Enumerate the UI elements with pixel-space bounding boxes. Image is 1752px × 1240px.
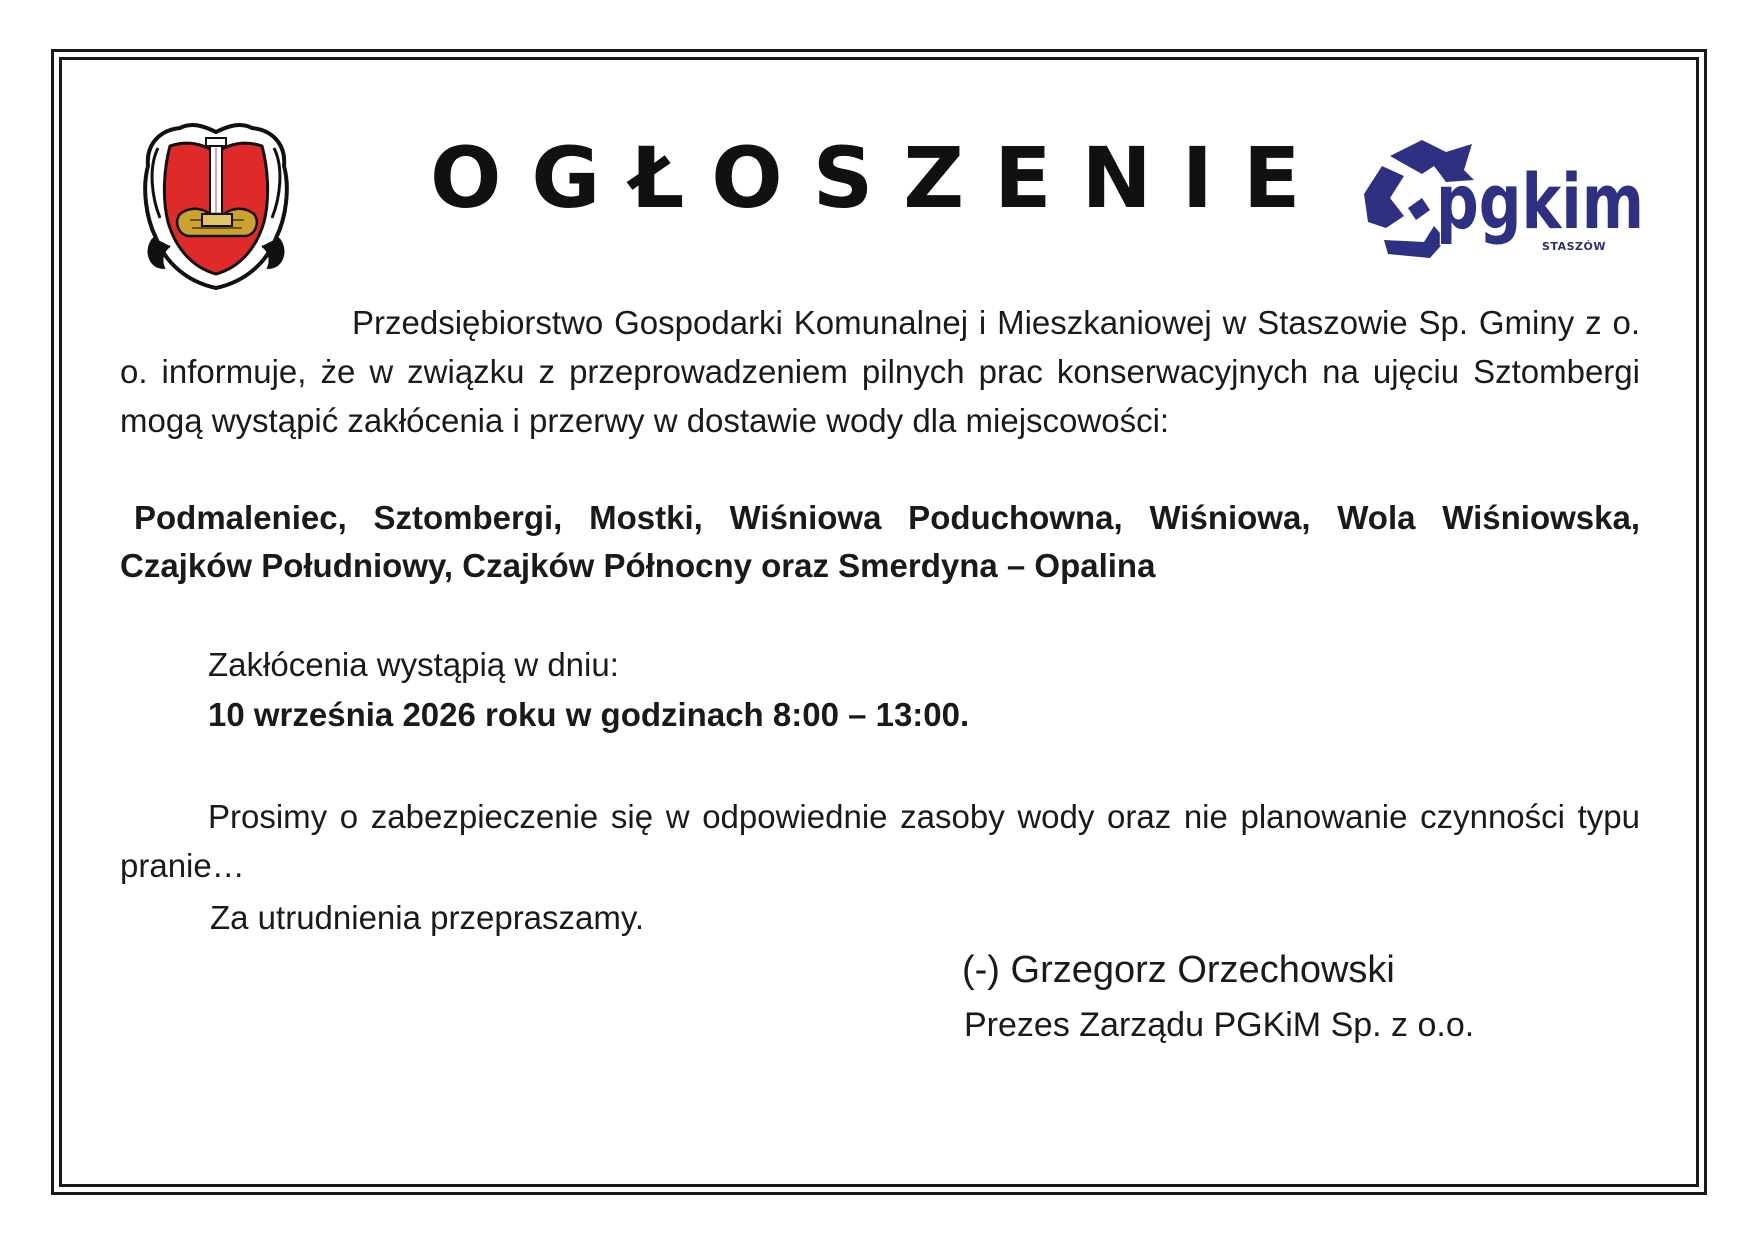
signature-name: (-) Grzegorz Orzechowski bbox=[962, 949, 1395, 991]
staszow-coat-of-arms-icon bbox=[140, 118, 292, 290]
places-list: Podmaleniec, Sztombergi, Mostki, Wiśniowa Poduchowna, Wiśniowa, Wola Wiśniowska, Czajków Południowy, Czajków Północny oraz Smerdyna – Opalina bbox=[120, 499, 1640, 584]
intro-paragraph: Przedsiębiorstwo Gospodarki Komunalnej i Mieszkaniowej w Staszowie Sp. Gminy z o. o. informuje, że w związku z przeprowadzeniem pilnych prac konserwacyjnych na ujęciu Sztombergi mogą wystąpić zakłócenia i przerwy w dostawie wody dla miejscowości: bbox=[120, 304, 1640, 439]
pgkim-wordmark bbox=[1432, 166, 1648, 250]
announcement-title: OGŁOSZENIE bbox=[430, 129, 1331, 227]
request-paragraph: Prosimy o zabezpieczenie się w odpowiednie zasoby wody oraz nie planowanie czynności typu pranie… bbox=[120, 798, 1640, 884]
apology-text: Za utrudnienia przepraszamy. bbox=[210, 899, 645, 936]
svg-text:pgkim: pgkim bbox=[1436, 166, 1644, 246]
date-value: 10 września 2026 roku w godzinach 8:00 – 13:00. bbox=[208, 696, 970, 733]
date-label: Zakłócenia wystąpią w dniu: bbox=[208, 646, 619, 683]
logo-subtext: STASZÓW bbox=[1542, 240, 1606, 253]
signature-role: Prezes Zarządu PGKiM Sp. z o.o. bbox=[964, 1006, 1475, 1044]
